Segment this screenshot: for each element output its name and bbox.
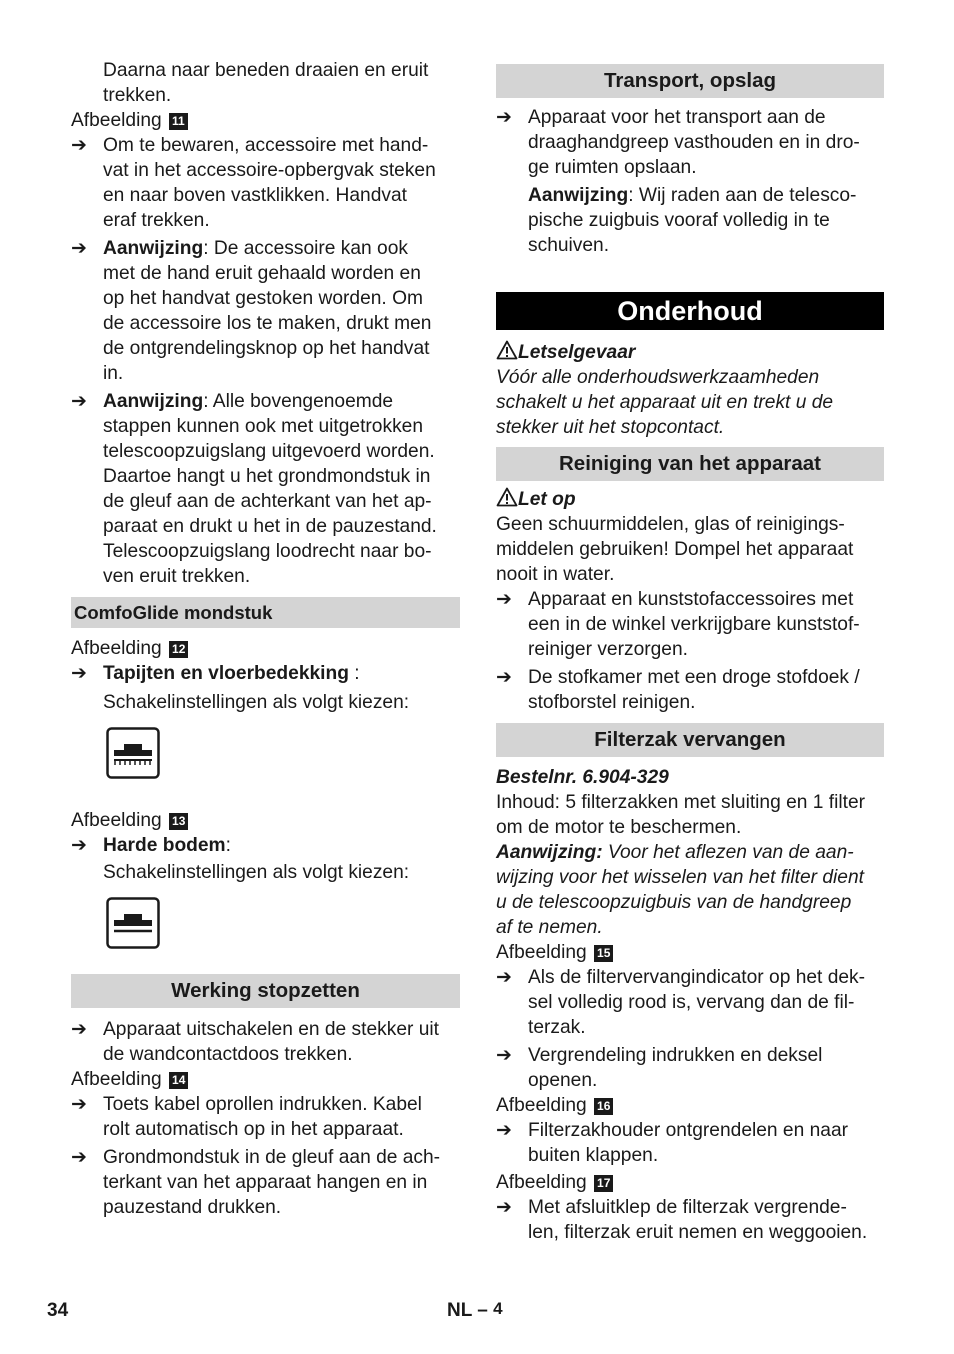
step-line: terkant van het apparaat hangen en in (103, 1172, 428, 1193)
note-line: Aanwijzing: Wij raden aan de telesco- (528, 185, 857, 206)
step-line: Grondmondstuk in de gleuf aan de ach- (103, 1147, 441, 1168)
note-line: schuiven. (528, 235, 610, 256)
figure-ref: Afbeelding 12 (71, 636, 460, 661)
caution-text: Geen schuurmiddelen, glas of reinigings- (496, 514, 845, 535)
section-heading-stop: Werking stopzetten (71, 974, 460, 1008)
figure-ref: Afbeelding 14 (71, 1067, 460, 1092)
figure-ref: Afbeelding 16 (496, 1093, 884, 1118)
step-line: de ontgrendelingsknop op het handvat (103, 338, 430, 359)
step-line: in. (103, 363, 124, 384)
step-line: Vergrendeling indrukken en deksel (528, 1045, 823, 1066)
instruction-step (71, 236, 460, 386)
figure-ref: Afbeelding 15 (496, 940, 884, 965)
step-line: Apparaat voor het transport aan de (528, 107, 826, 128)
step-line: Aanwijzing: De accessoire kan ook (103, 238, 408, 259)
step-line: Als de filtervervangindicator op het dek- (528, 967, 866, 988)
note-block (496, 183, 884, 258)
step-line: en naar boven vastklikken. Handvat (103, 185, 407, 206)
instruction-step (496, 665, 884, 715)
danger-text: schakelt u het apparaat uit en trekt u de (496, 392, 834, 413)
step-line: eraf trekken. (103, 210, 210, 231)
step-line: de wandcontactdoos trekken. (103, 1044, 353, 1065)
figure-number: 13 (169, 813, 188, 830)
left-column (71, 58, 460, 1220)
step-line: Tapijten en vloerbedekking : (103, 663, 360, 684)
section-heading-comfoglide: ComfoGlide mondstuk (71, 597, 460, 628)
section-heading-cleaning: Reiniging van het apparaat (496, 447, 884, 481)
step-line: stappen kunnen ook met uitgetrokken (103, 416, 424, 437)
instruction-step (71, 833, 460, 858)
figure-ref: Afbeelding 13 (71, 808, 460, 833)
hard-floor-setting-icon (106, 897, 160, 949)
step-line: pauzestand drukken. (103, 1197, 282, 1218)
arrow-icon: ➔ (71, 135, 87, 156)
step-line: een in de winkel verkrijgbare kunststof- (528, 614, 860, 635)
filter-note: Aanwijzing: Voor het aflezen van de aan- (496, 842, 854, 863)
note-line: pische zuigbuis vooraf volledig in te (528, 210, 830, 231)
step-line: de accessoire los te maken, drukt men (103, 313, 432, 334)
arrow-icon: ➔ (71, 391, 87, 412)
caution-text: nooit in water. (496, 564, 615, 585)
contents-text: om de motor te beschermen. (496, 817, 742, 838)
caution-title: Let op (496, 487, 884, 512)
instruction-step (496, 1195, 884, 1245)
step-line: Om te bewaren, accessoire met hand- (103, 135, 429, 156)
step-line: Apparaat en kunststofaccessoires met (528, 589, 854, 610)
step-line: op het handvat gestoken worden. Om (103, 288, 423, 309)
step-line: Met afsluitklep de filterzak vergrende- (528, 1197, 847, 1218)
step-line: vat in het accessoire-opbergvak steken (103, 160, 436, 181)
instruction-step (496, 105, 884, 180)
step-line: Filterzakhouder ontgrendelen en naar (528, 1120, 849, 1141)
figure-ref: Afbeelding 11 (71, 108, 460, 133)
instruction-step (496, 1118, 884, 1168)
step-line: Toets kabel oprollen indrukken. Kabel (103, 1094, 422, 1115)
step-line: Aanwijzing: Alle bovengenoemde (103, 391, 394, 412)
figure-number: 16 (594, 1098, 613, 1115)
chapter-heading-onderhoud: Onderhoud (496, 292, 884, 330)
instruction-step (496, 965, 884, 1040)
arrow-icon: ➔ (496, 967, 512, 988)
step-line: terzak. (528, 1017, 586, 1038)
figure-number: 12 (169, 641, 188, 658)
arrow-icon: ➔ (71, 1094, 87, 1115)
step-line: Harde bodem: (103, 835, 231, 856)
arrow-icon: ➔ (496, 1120, 512, 1141)
step-line: buiten klappen. (528, 1145, 659, 1166)
step-line: openen. (528, 1070, 598, 1091)
figure-ref: Afbeelding 17 (496, 1170, 884, 1195)
order-number: Bestelnr. 6.904-329 (496, 767, 669, 788)
figure-number: 17 (594, 1175, 613, 1192)
arrow-icon: ➔ (71, 663, 87, 684)
instruction-step (71, 1092, 460, 1142)
arrow-icon: ➔ (496, 107, 512, 128)
arrow-icon: ➔ (71, 238, 87, 259)
instruction-step (71, 1145, 460, 1220)
carpet-setting-icon (106, 727, 160, 779)
figure-number: 14 (169, 1072, 188, 1089)
step-line: Apparaat uitschakelen en de stekker uit (103, 1019, 439, 1040)
section-heading-filter: Filterzak vervangen (496, 723, 884, 757)
filter-note: u de telescoopzuigbuis van de handgreep (496, 892, 852, 913)
warning-triangle-icon (496, 487, 518, 507)
instruction-step (496, 587, 884, 662)
filter-note: af te nemen. (496, 917, 603, 938)
step-line: Telescoopzuigslang loodrecht naar bo- (103, 541, 432, 562)
step-line: reiniger verzorgen. (528, 639, 688, 660)
section-heading-transport: Transport, opslag (496, 64, 884, 98)
filter-note: wijzing voor het wisselen van het filter dient (496, 867, 864, 888)
page-number: 34 (47, 1300, 69, 1321)
caution-text: middelen gebruiken! Dompel het apparaat (496, 539, 854, 560)
language-page-ref: NL – 4 (447, 1299, 503, 1321)
text-line: Schakelinstellingen als volgt kiezen: (103, 862, 410, 883)
warning-triangle-icon (496, 340, 518, 360)
step-line: met de hand eruit gehaald worden en (103, 263, 421, 284)
instruction-step (71, 1017, 460, 1067)
step-line: draaghandgreep vasthouden en in dro- (528, 132, 860, 153)
step-line: ge ruimten opslaan. (528, 157, 697, 178)
figure-number: 11 (169, 113, 188, 130)
step-line: Daartoe hangt u het grondmondstuk in (103, 466, 431, 487)
arrow-icon: ➔ (71, 835, 87, 856)
step-line: de gleuf aan de achterkant van het ap- (103, 491, 432, 512)
arrow-icon: ➔ (71, 1019, 87, 1040)
text-line: Daarna naar beneden draaien en eruit (103, 60, 429, 81)
step-line: ven eruit trekken. (103, 566, 251, 587)
step-line: De stofkamer met een droge stofdoek / (528, 667, 860, 688)
text-line: trekken. (103, 85, 172, 106)
step-line: len, filterzak eruit nemen en weggooien. (528, 1222, 868, 1243)
danger-text: stekker uit het stopcontact. (496, 417, 725, 438)
arrow-icon: ➔ (71, 1147, 87, 1168)
arrow-icon: ➔ (496, 1197, 512, 1218)
arrow-icon: ➔ (496, 667, 512, 688)
danger-text: Vóór alle onderhoudswerkzaamheden (496, 367, 820, 388)
text-line: Schakelinstellingen als volgt kiezen: (103, 692, 410, 713)
danger-title: Letselgevaar (496, 340, 884, 365)
step-line: telescoopzuigslang uitgevoerd worden. (103, 441, 435, 462)
instruction-step (71, 389, 460, 589)
right-column (496, 64, 884, 1245)
step-line: stofborstel reinigen. (528, 692, 696, 713)
instruction-step (71, 133, 460, 233)
instruction-step (71, 661, 460, 686)
step-line: paraat en drukt u het in de pauzestand. (103, 516, 437, 537)
figure-number: 15 (594, 945, 613, 962)
arrow-icon: ➔ (496, 589, 512, 610)
contents-text: Inhoud: 5 filterzakken met sluiting en 1 filter (496, 792, 866, 813)
step-line: rolt automatisch op in het apparaat. (103, 1119, 404, 1140)
step-line: sel volledig rood is, vervang dan de fil- (528, 992, 855, 1013)
arrow-icon: ➔ (496, 1045, 512, 1066)
instruction-step (496, 1043, 884, 1093)
